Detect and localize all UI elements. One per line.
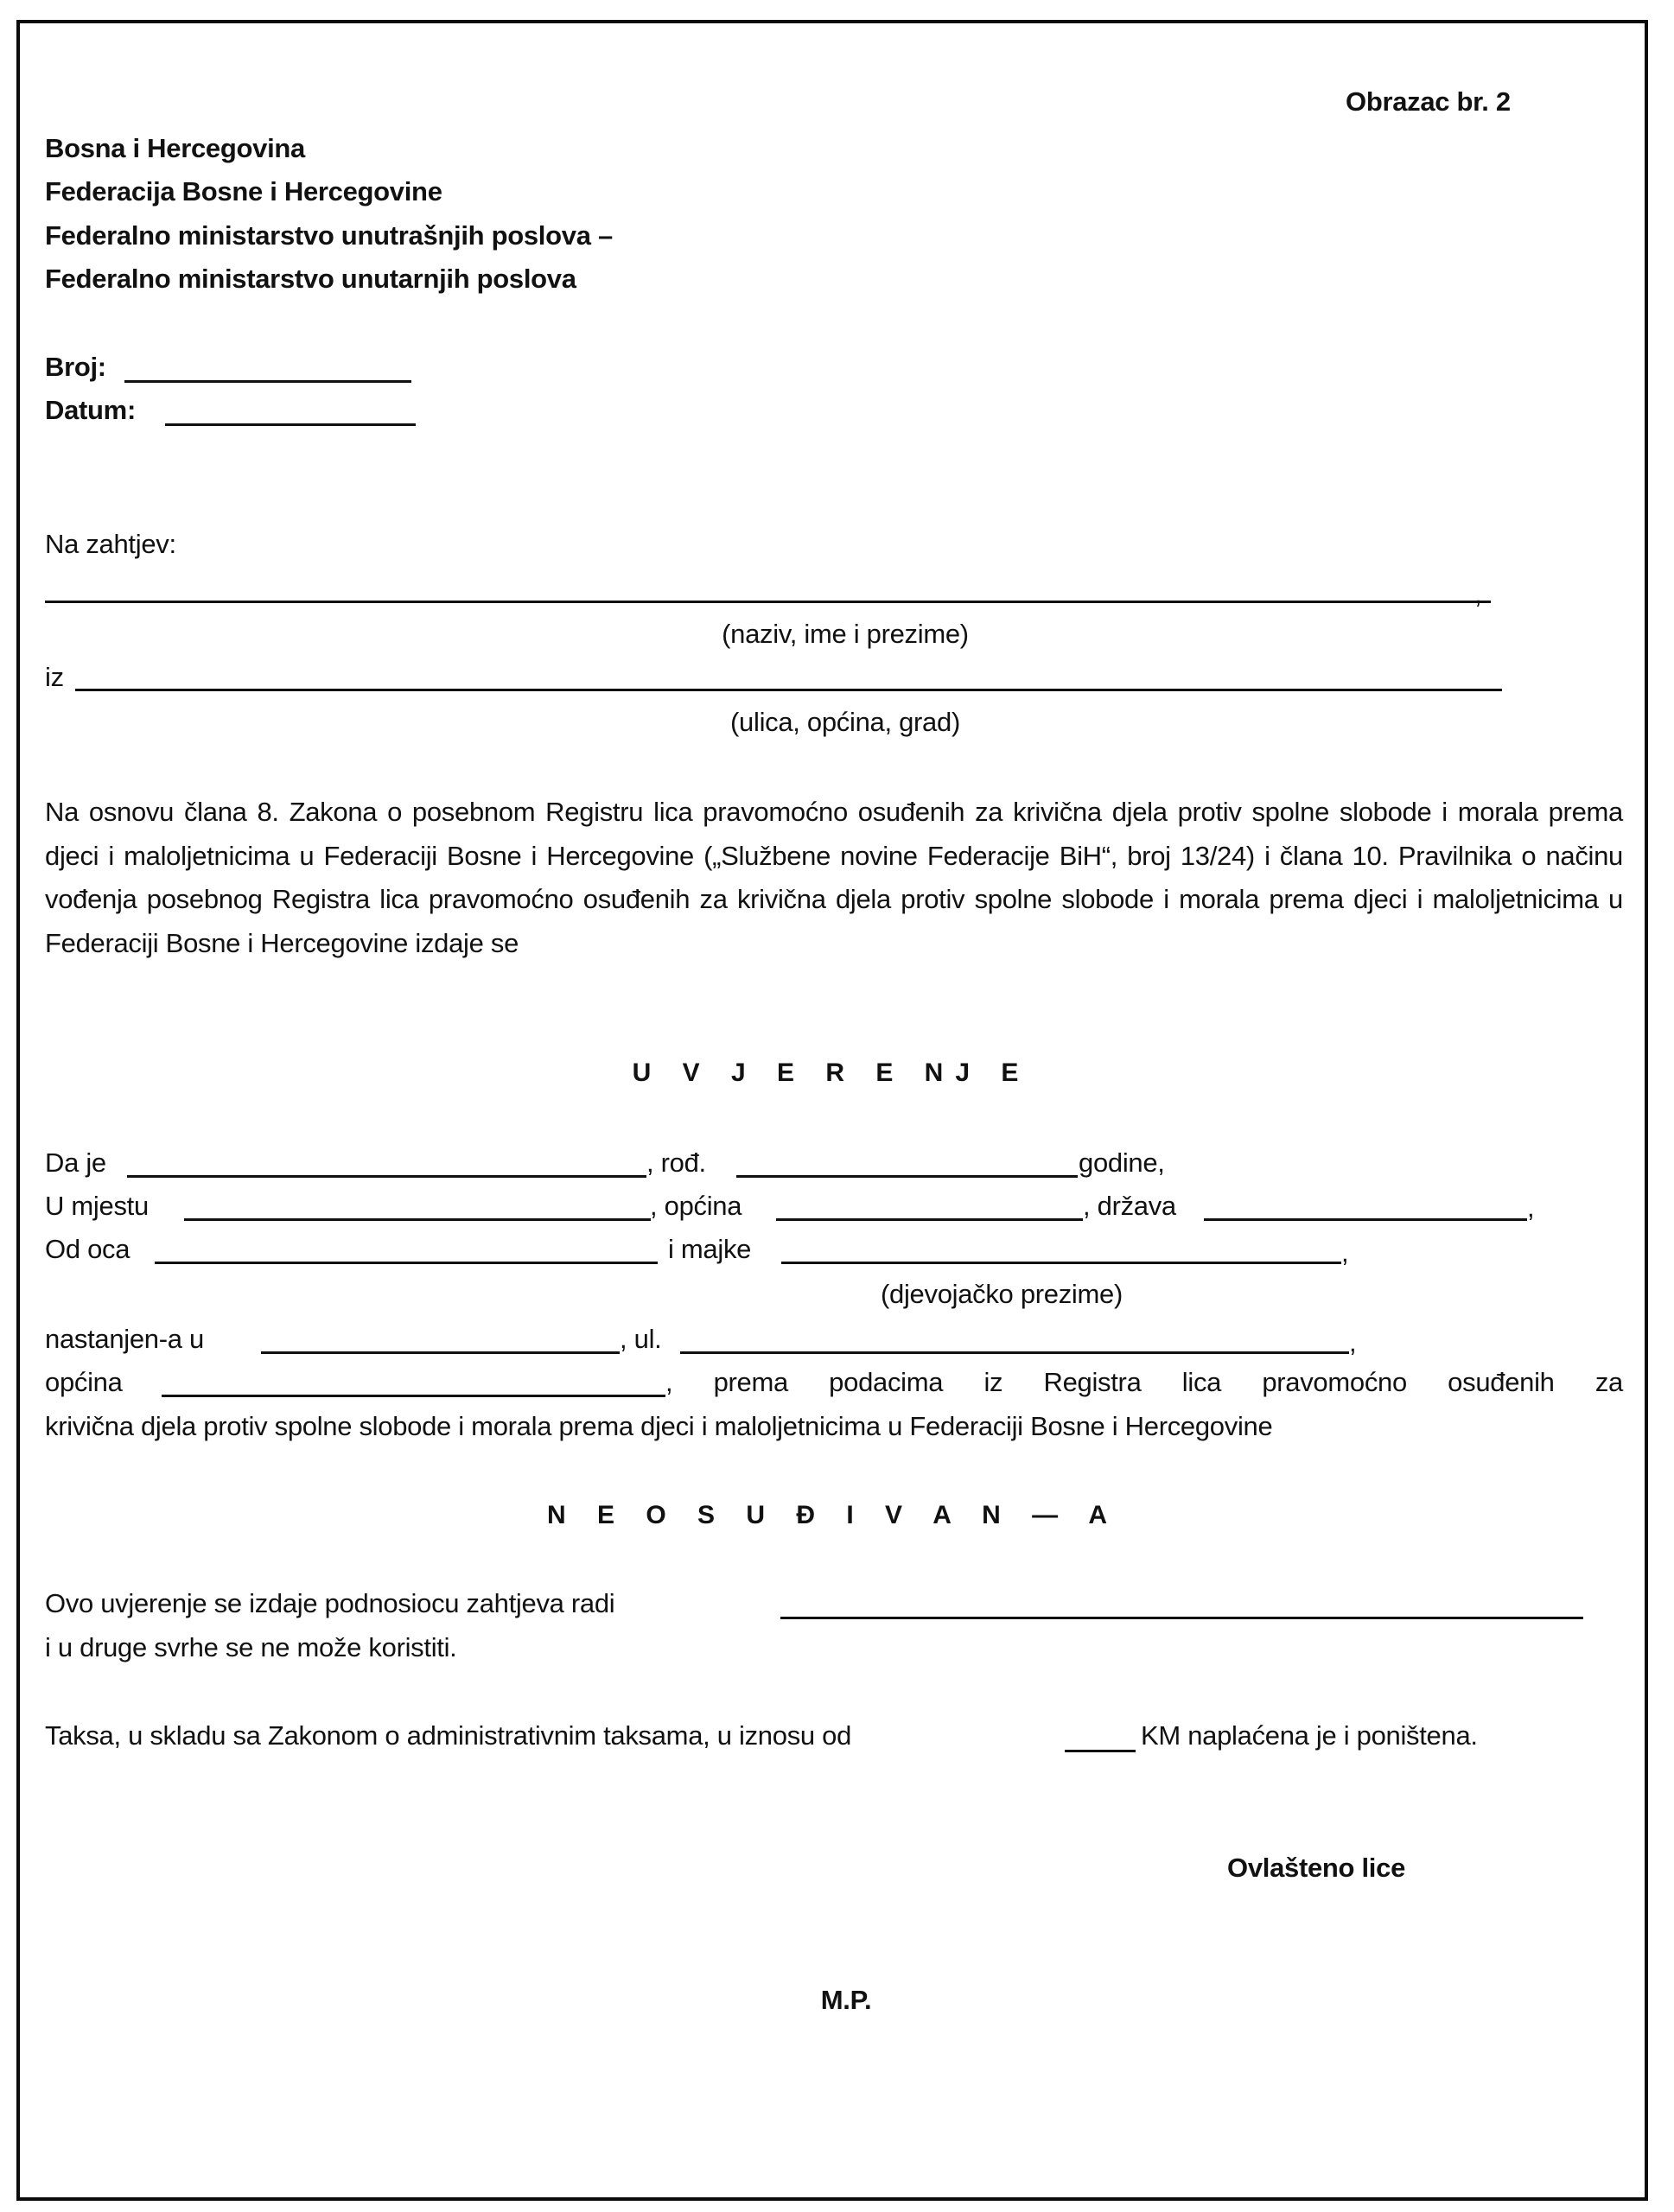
requester-address-field[interactable]: [75, 689, 1502, 691]
datum-label: Datum:: [45, 395, 136, 425]
municipality-label: , općina: [650, 1191, 742, 1221]
registry-text-2: krivična djela protiv spolne slobode i morala prema djeci i maloljetnicima u Federaciji Bosne i Hercegovine: [45, 1411, 1273, 1441]
broj-field[interactable]: [124, 380, 411, 383]
form-number: Obrazac br. 2: [1346, 86, 1511, 117]
mother-comma: ,: [1341, 1237, 1349, 1268]
verdict-title: N E O S U Đ I V A N — A: [546, 1501, 1120, 1529]
mother-label: i majke: [668, 1234, 752, 1264]
purpose-restriction: i u druge svrhe se ne može koristiti.: [45, 1632, 457, 1662]
from-label: iz: [45, 662, 64, 692]
datum-field[interactable]: [165, 423, 416, 426]
legal-basis-paragraph: Na osnovu člana 8. Zakona o posebnom Registru lica pravomoćno osuđenih za krivična djela protiv spolne slobode i morala prema djeci i maloljetnicima u Federaciji Bosne i Hercegovine („Službene novine Federacije BiH“, broj 13/24) i člana 10. Pravilnika o načinu vođenja posebnog Registra lica pravomoćno osuđenih za krivična djela protiv spolne slobode i morala prema djeci i maloljetnicima u Federaciji Bosne i Hercegovine izdaje se: [45, 797, 1623, 958]
document-title: U V J E R E NJ E: [632, 1058, 1031, 1087]
fee-text-before: Taksa, u skladu sa Zakonom o administrativnim taksama, u iznosu od: [45, 1720, 852, 1751]
birth-year-field[interactable]: [736, 1175, 1078, 1178]
header-ministry-2: Federalno ministarstvo unutarnjih poslova: [45, 264, 576, 294]
authorized-person-label: Ovlašteno lice: [1227, 1853, 1406, 1883]
street-label: , ul.: [620, 1324, 662, 1354]
purpose-text: Ovo uvjerenje se izdaje podnosiocu zahtjeva radi: [45, 1588, 615, 1618]
country-field[interactable]: [1204, 1218, 1527, 1221]
fee-text-after: KM naplaćena je i poništena.: [1141, 1720, 1478, 1751]
godine-label: godine,: [1079, 1147, 1165, 1178]
country-comma: ,: [1527, 1192, 1535, 1223]
requester-name-caption: (naziv, ime i prezime): [722, 619, 969, 649]
stamp-placeholder: M.P.: [820, 1985, 872, 2015]
father-label: Od oca: [45, 1234, 130, 1264]
res-municipality-label: općina: [45, 1367, 123, 1397]
requester-name-field[interactable]: [45, 601, 1491, 603]
purpose-field[interactable]: [780, 1617, 1583, 1619]
broj-label: Broj:: [45, 352, 106, 382]
mother-field[interactable]: [781, 1262, 1341, 1264]
header-federation: Federacija Bosne i Hercegovine: [45, 176, 442, 207]
header-country: Bosna i Hercegovina: [45, 133, 305, 163]
mother-caption: (djevojačko prezime): [881, 1279, 1123, 1309]
person-name-field[interactable]: [127, 1175, 646, 1178]
father-field[interactable]: [155, 1262, 658, 1264]
header-ministry-1: Federalno ministarstvo unutrašnjih poslova –: [45, 220, 613, 251]
born-label: , rođ.: [646, 1147, 706, 1178]
street-field[interactable]: [680, 1351, 1349, 1354]
place-label: U mjestu: [45, 1191, 149, 1221]
street-comma: ,: [1349, 1327, 1357, 1357]
requester-name-comma: ,: [1474, 579, 1482, 609]
da-je-label: Da je: [45, 1147, 106, 1178]
requester-address-caption: (ulica, općina, grad): [730, 707, 960, 737]
res-municipality-field[interactable]: [162, 1395, 665, 1397]
municipality-field[interactable]: [776, 1218, 1083, 1221]
residence-field[interactable]: [261, 1351, 620, 1354]
place-field[interactable]: [184, 1218, 651, 1221]
residence-label: nastanjen-a u: [45, 1324, 204, 1354]
fee-amount-field[interactable]: [1065, 1750, 1136, 1752]
country-label: , država: [1083, 1191, 1176, 1221]
registry-text-1: , prema podacima iz Registra lica pravomoćno osuđenih za: [665, 1367, 1623, 1397]
request-label: Na zahtjev:: [45, 529, 176, 559]
